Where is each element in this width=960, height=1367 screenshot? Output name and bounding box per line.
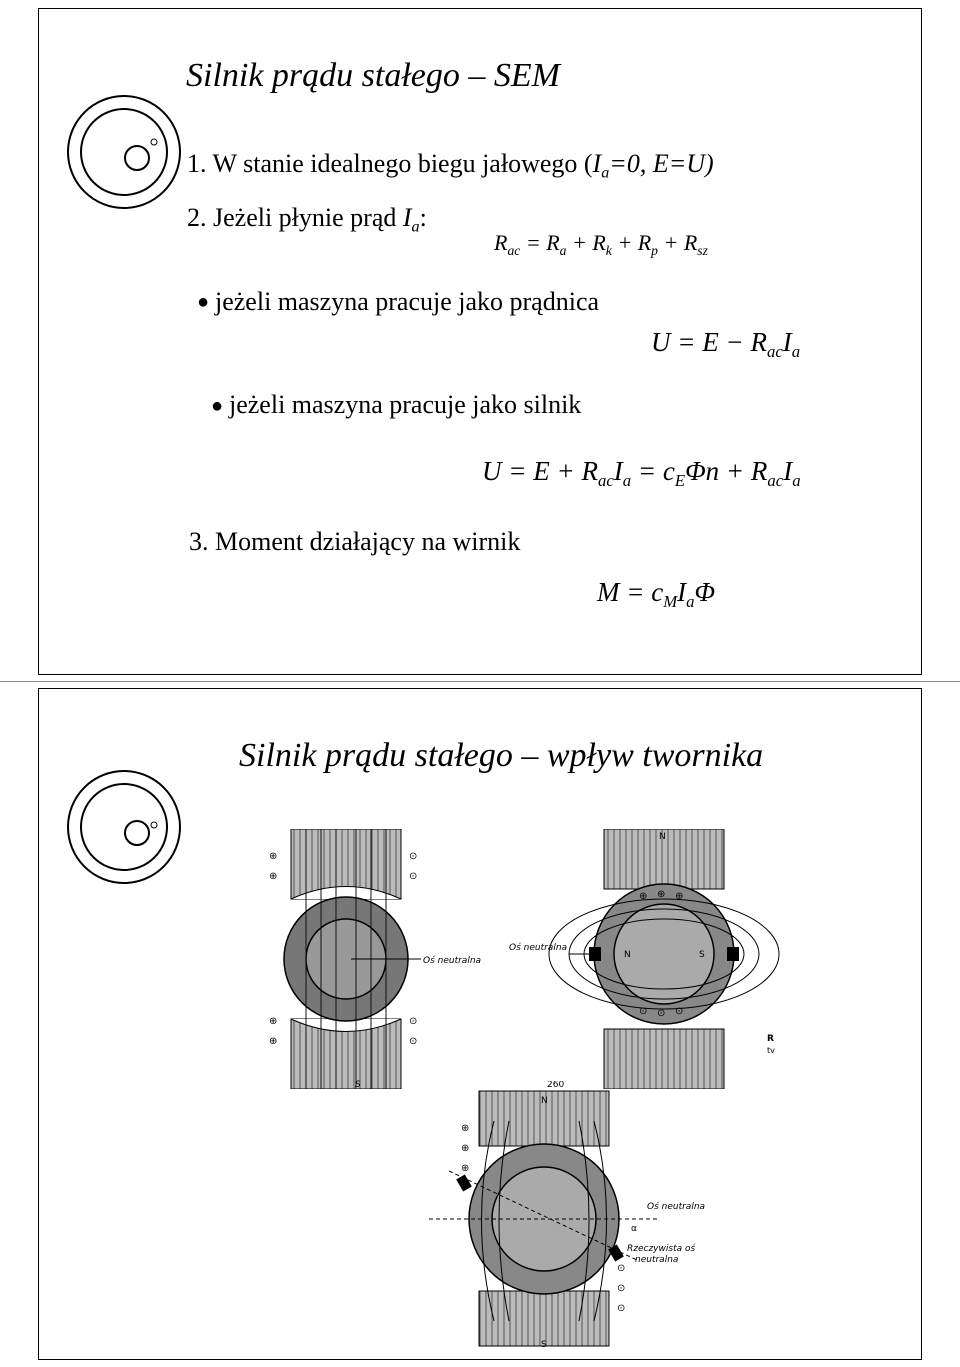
svg-text:⊙: ⊙	[409, 871, 418, 882]
slide-2	[38, 688, 922, 1360]
svg-text:N: N	[541, 1096, 548, 1106]
fig3-real-axis-label: Rzeczywista oś	[627, 1244, 696, 1254]
fig1-axis-label: Oś neutralna	[423, 956, 482, 966]
figure-armature-field	[509, 829, 789, 1089]
svg-text:N: N	[624, 950, 631, 960]
equation-generator: $U = E - R_{ac}I_a$	[651, 327, 801, 361]
fig3-axis-label: Oś neutralna	[647, 1202, 706, 1212]
bullet-dot: ●	[197, 291, 210, 313]
svg-text:⊕: ⊕	[269, 851, 278, 862]
page-separator	[0, 681, 960, 682]
bullet-dot: ●	[211, 395, 224, 417]
svg-text:S: S	[355, 1080, 361, 1089]
svg-text:⊕: ⊕	[461, 1123, 470, 1134]
slide-title: Silnik prądu stałego – wpływ twornika	[239, 737, 764, 774]
figure-main-field	[261, 829, 501, 1089]
svg-text:⊙: ⊙	[617, 1303, 626, 1314]
figure-resultant-field	[399, 1081, 719, 1351]
svg-text:⊙: ⊙	[657, 1008, 666, 1019]
svg-text:⊕: ⊕	[461, 1143, 470, 1154]
equation-rac: $R_{ac} = R_a + R_k + R_p + R_{sz}$	[494, 230, 708, 258]
svg-text:⊙: ⊙	[409, 851, 418, 862]
bullet-motor: jeżeli maszyna pracuje jako silnik	[229, 390, 582, 419]
svg-text:⊙: ⊙	[409, 1016, 418, 1027]
svg-text:⊕: ⊕	[639, 891, 648, 902]
svg-text:⊙: ⊙	[639, 1006, 648, 1017]
svg-text:⊕: ⊕	[269, 871, 278, 882]
svg-text:neutralna: neutralna	[635, 1255, 679, 1265]
item-torque: 3. Moment działający na wirnik	[189, 527, 521, 556]
svg-text:tv: tv	[767, 1046, 775, 1055]
svg-text:⊙: ⊙	[675, 1006, 684, 1017]
svg-text:R: R	[767, 1034, 774, 1044]
svg-text:S: S	[541, 1340, 547, 1350]
equation-motor: $U = E + R_{ac}I_a = c_E\Phi n + R_{ac}I_a$	[482, 456, 801, 490]
svg-text:⊕: ⊕	[269, 1036, 278, 1047]
item-ideal-no-load: 1. W stanie idealnego biegu jałowego ($I_a=0$, E=U)	[187, 149, 714, 182]
svg-text:⊕: ⊕	[657, 889, 666, 900]
svg-text:α: α	[631, 1224, 637, 1234]
svg-text:⊕: ⊕	[675, 891, 684, 902]
fig2-axis-label: Oś neutralna	[509, 943, 568, 953]
slide-1	[38, 8, 922, 675]
svg-text:⊕: ⊕	[461, 1163, 470, 1174]
svg-text:S: S	[699, 950, 705, 960]
svg-text:N: N	[659, 832, 666, 842]
svg-text:⊕: ⊕	[269, 1016, 278, 1027]
svg-text:260: 260	[547, 1081, 565, 1090]
slide-title: Silnik prądu stałego – SEM	[186, 57, 560, 94]
item-current-flowing: 2. Jeżeli płynie prąd $I_a$:	[187, 203, 427, 236]
corner-decoration	[39, 689, 239, 939]
svg-text:⊙: ⊙	[409, 1036, 418, 1047]
svg-text:⊙: ⊙	[617, 1263, 626, 1274]
equation-torque: $M = c_MI_a\Phi$	[597, 577, 716, 611]
bullet-generator: jeżeli maszyna pracuje jako prądnica	[215, 287, 600, 316]
svg-text:⊙: ⊙	[617, 1283, 626, 1294]
